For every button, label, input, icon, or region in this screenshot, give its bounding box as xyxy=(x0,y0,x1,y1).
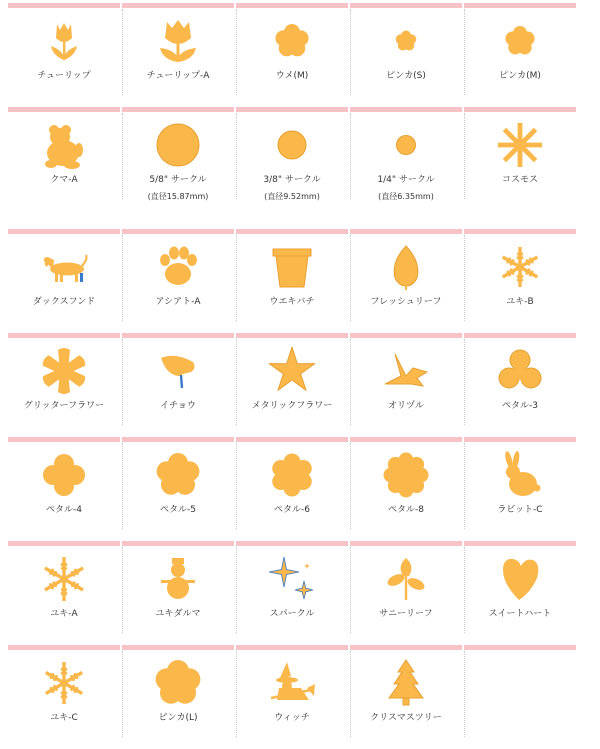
row-divider-bar xyxy=(122,437,234,442)
row-divider-bar xyxy=(236,645,348,650)
shape-item-sparkle[interactable] xyxy=(236,541,348,645)
row-divider-bar xyxy=(122,333,234,338)
shape-label: ピンカ(S) xyxy=(386,71,426,81)
witch-icon[interactable] xyxy=(236,657,348,709)
snowman-icon[interactable] xyxy=(122,553,234,605)
shape-label: ピンカ(L) xyxy=(158,713,198,723)
row-divider-bar xyxy=(8,107,120,112)
shape-item-paw-print[interactable] xyxy=(122,229,234,333)
shape-item-pinca-large[interactable] xyxy=(122,645,234,749)
row-divider-bar xyxy=(8,437,120,442)
shape-item-circle-small[interactable] xyxy=(350,107,462,211)
shape-item-bear[interactable] xyxy=(8,107,120,211)
shape-label: オリヅル xyxy=(387,401,424,411)
shape-item-snowflake-c[interactable] xyxy=(8,645,120,749)
shape-item-dachshund[interactable] xyxy=(8,229,120,333)
shape-label: メタリックフラワー xyxy=(251,401,333,411)
glitter-flower-icon[interactable] xyxy=(8,345,120,397)
shape-label: ウィッチ xyxy=(274,713,310,723)
shape-item-tulip[interactable] xyxy=(8,3,120,107)
shape-label: ウエキバチ xyxy=(269,297,315,307)
fresh-leaf-icon[interactable] xyxy=(350,241,462,293)
row-divider-bar xyxy=(122,3,234,8)
shape-item-rabbit[interactable] xyxy=(464,437,576,541)
shape-label: ペタル-8 xyxy=(388,505,424,515)
shape-label: フレッシュリーフ xyxy=(370,297,442,307)
row-divider-bar xyxy=(236,3,348,8)
row-divider-bar xyxy=(350,229,462,234)
shape-label: ユキ-C xyxy=(50,713,78,723)
shape-item-flower-pot[interactable] xyxy=(236,229,348,333)
shape-label: スパークル xyxy=(269,609,315,619)
petal-4-icon[interactable] xyxy=(8,449,120,501)
shape-item-petal-3[interactable] xyxy=(464,333,576,437)
shape-label: クリスマスツリー xyxy=(370,713,442,723)
shape-label: 5/8" サークル xyxy=(149,175,207,185)
shape-item-petal-6[interactable] xyxy=(236,437,348,541)
shape-item-glitter-flower[interactable] xyxy=(8,333,120,437)
shape-item-petal-8[interactable] xyxy=(350,437,462,541)
circle-small-icon[interactable] xyxy=(350,119,462,171)
row-divider-bar xyxy=(350,107,462,112)
row-divider-bar xyxy=(236,437,348,442)
shape-label: ユキダルマ xyxy=(155,609,201,619)
shape-item-snowflake-b[interactable] xyxy=(464,229,576,333)
row-divider-bar xyxy=(350,437,462,442)
pinca-small-icon[interactable] xyxy=(350,15,462,67)
shape-item-petal-5[interactable] xyxy=(122,437,234,541)
row-divider-bar xyxy=(8,541,120,546)
row-divider-bar xyxy=(236,541,348,546)
tulip-a-icon[interactable] xyxy=(122,15,234,67)
row-divider-bar xyxy=(350,333,462,338)
shape-label: 3/8" サークル xyxy=(263,175,321,185)
shape-diameter-note: (直径15.87mm) xyxy=(147,192,209,201)
row-divider-bar xyxy=(464,333,576,338)
sweetheart-icon[interactable] xyxy=(464,553,576,605)
petal-6-icon[interactable] xyxy=(236,449,348,501)
shape-label: グリッターフラワー xyxy=(23,401,105,411)
rabbit-icon[interactable] xyxy=(464,449,576,501)
sunny-leaf-icon[interactable] xyxy=(350,553,462,605)
shape-item-christmas-tree[interactable] xyxy=(350,645,462,749)
shape-diameter-note: (直径9.52mm) xyxy=(264,192,320,201)
petal-3-icon[interactable] xyxy=(464,345,576,397)
empty-cell xyxy=(464,645,576,749)
shape-label: スイートハート xyxy=(488,609,552,619)
shape-item-ginkgo-leaf[interactable] xyxy=(122,333,234,437)
row-divider-bar xyxy=(464,107,576,112)
shape-label: コスモス xyxy=(501,175,538,185)
shape-label: 1/4" サークル xyxy=(377,175,435,185)
row-divider-bar xyxy=(122,645,234,650)
row-divider-bar xyxy=(464,645,576,650)
row-divider-bar xyxy=(464,229,576,234)
row-divider-bar xyxy=(8,333,120,338)
row-divider-bar xyxy=(464,3,576,8)
christmas-tree-icon[interactable] xyxy=(350,657,462,709)
snowflake-c-icon[interactable] xyxy=(8,657,120,709)
row-divider-bar xyxy=(8,645,120,650)
shape-item-snowflake-a[interactable] xyxy=(8,541,120,645)
shape-item-circle-large[interactable] xyxy=(122,107,234,211)
shape-item-sweetheart[interactable] xyxy=(464,541,576,645)
shape-item-tulip-a[interactable] xyxy=(122,3,234,107)
sparkle-icon[interactable] xyxy=(236,553,348,605)
paw-print-icon[interactable] xyxy=(122,241,234,293)
paper-crane-icon[interactable] xyxy=(350,345,462,397)
pinca-large-icon[interactable] xyxy=(122,657,234,709)
row-divider-bar xyxy=(8,3,120,8)
row-divider-bar xyxy=(8,229,120,234)
shape-item-fresh-leaf[interactable] xyxy=(350,229,462,333)
cosmos-icon[interactable] xyxy=(464,119,576,171)
shape-item-witch[interactable] xyxy=(236,645,348,749)
shape-item-petal-4[interactable] xyxy=(8,437,120,541)
row-divider-bar xyxy=(464,541,576,546)
shape-item-pinca-medium[interactable] xyxy=(464,3,576,107)
shape-label: クマ-A xyxy=(50,175,78,185)
shape-item-sunny-leaf[interactable] xyxy=(350,541,462,645)
shape-label: ペタル-4 xyxy=(46,505,82,515)
row-divider-bar xyxy=(236,333,348,338)
tulip-icon[interactable] xyxy=(8,15,120,67)
shape-item-paper-crane[interactable] xyxy=(350,333,462,437)
shape-label: アシアト-A xyxy=(155,297,201,307)
row-divider-bar xyxy=(122,541,234,546)
shape-label: サニーリーフ xyxy=(379,609,433,619)
row-divider-bar xyxy=(122,229,234,234)
shape-label: ユキ-A xyxy=(50,609,78,619)
metallic-flower-icon[interactable] xyxy=(236,345,348,397)
pinca-medium-icon[interactable] xyxy=(464,15,576,67)
shape-item-pinca-small[interactable] xyxy=(350,3,462,107)
shape-label: ペタル-5 xyxy=(160,505,196,515)
shape-item-metallic-flower[interactable] xyxy=(236,333,348,437)
shape-diameter-note: (直径6.35mm) xyxy=(378,192,434,201)
plum-blossom-icon[interactable] xyxy=(236,15,348,67)
shape-label: ペタル-3 xyxy=(502,401,538,411)
circle-large-icon[interactable] xyxy=(122,119,234,171)
flower-pot-icon[interactable] xyxy=(236,241,348,293)
row-divider-bar xyxy=(350,3,462,8)
row-divider-bar xyxy=(236,229,348,234)
shape-label: ダックスフンド xyxy=(32,297,96,307)
ginkgo-leaf-icon[interactable] xyxy=(122,345,234,397)
circle-medium-icon[interactable] xyxy=(236,119,348,171)
shape-label: ユキ-B xyxy=(506,297,534,307)
shape-label: チューリップ xyxy=(37,71,91,81)
dachshund-icon[interactable] xyxy=(8,241,120,293)
petal-8-icon[interactable] xyxy=(350,449,462,501)
shape-item-plum-blossom[interactable] xyxy=(236,3,348,107)
shape-label: ウメ(M) xyxy=(275,71,309,81)
shape-item-circle-medium[interactable] xyxy=(236,107,348,211)
row-divider-bar xyxy=(464,437,576,442)
shape-label: ピンカ(M) xyxy=(499,71,541,81)
row-divider-bar xyxy=(236,107,348,112)
row-divider-bar xyxy=(122,107,234,112)
row-divider-bar xyxy=(350,645,462,650)
petal-5-icon[interactable] xyxy=(122,449,234,501)
shape-item-cosmos[interactable] xyxy=(464,107,576,211)
bear-icon[interactable] xyxy=(8,119,120,171)
shape-label: イチョウ xyxy=(160,401,196,411)
snowflake-a-icon[interactable] xyxy=(8,553,120,605)
shape-label: ペタル-6 xyxy=(274,505,310,515)
shape-label: ラビット-C xyxy=(497,505,543,515)
shape-item-snowman[interactable] xyxy=(122,541,234,645)
row-divider-bar xyxy=(350,541,462,546)
shape-label: チューリップ-A xyxy=(146,71,210,81)
snowflake-b-icon[interactable] xyxy=(464,241,576,293)
